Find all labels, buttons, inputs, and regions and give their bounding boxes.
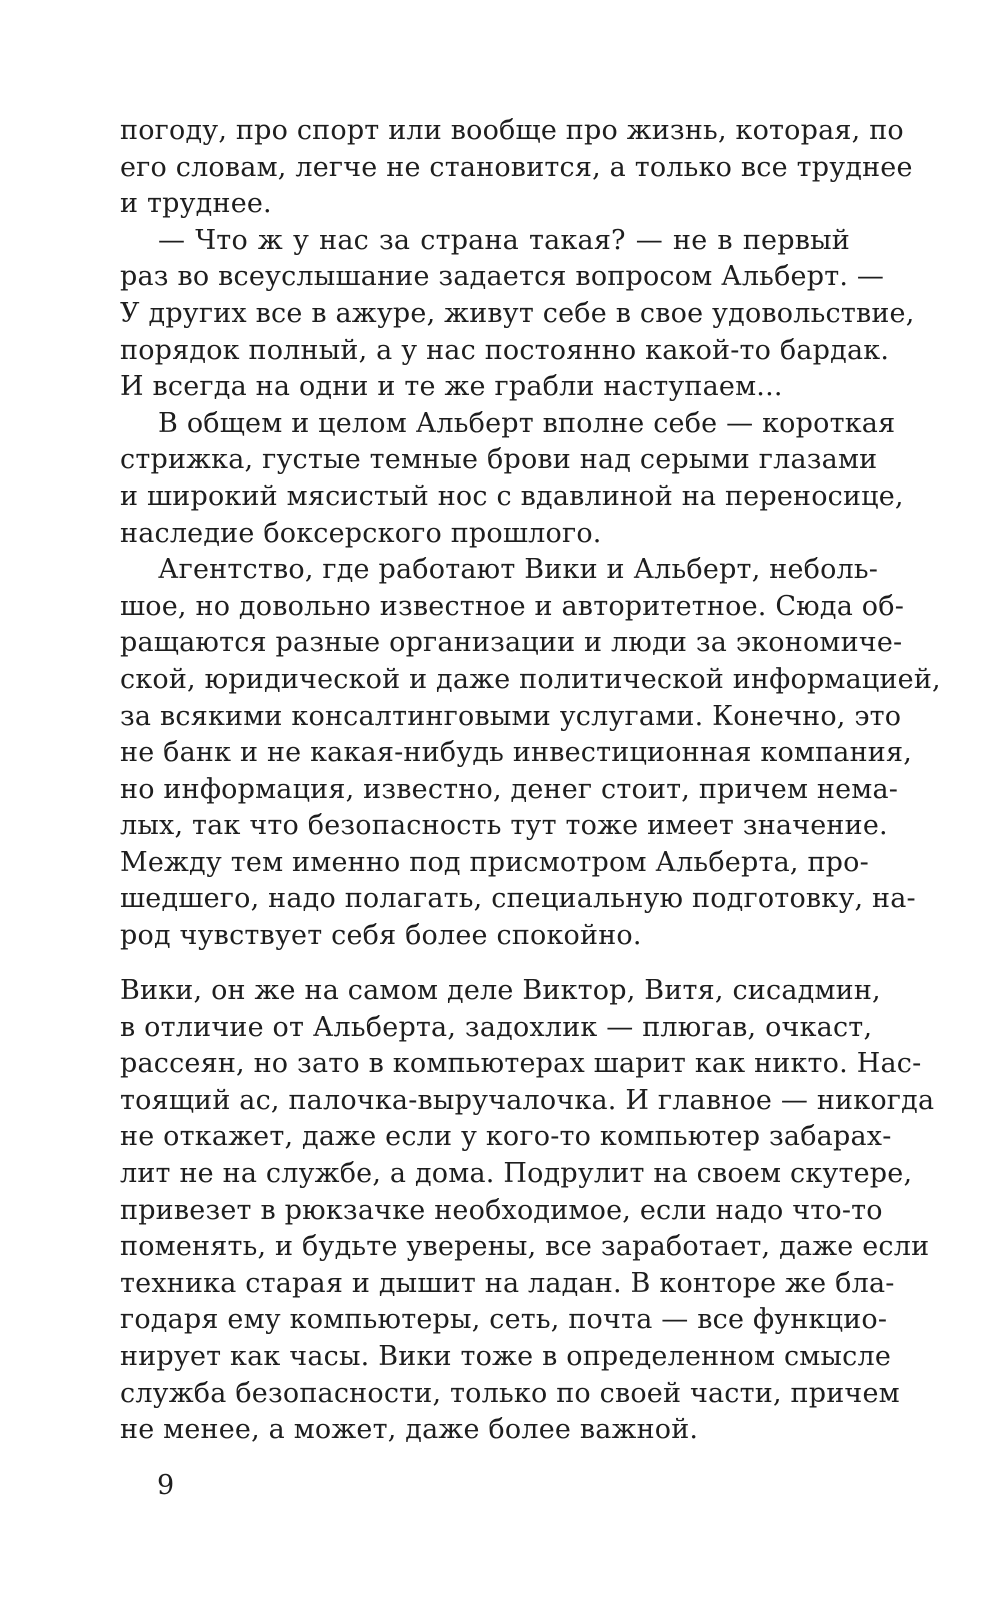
text-line: ращаются разные организации и люди за экономиче-: [120, 627, 903, 659]
text-line: годаря ему компьютеры, сеть, почта — все функцио-: [120, 1304, 888, 1336]
text-line: У других все в ажуре, живут себе в свое удовольствие,: [120, 297, 915, 329]
text-line: тоящий ас, палочка-выручалочка. И главное — никогда: [120, 1084, 935, 1116]
text-line: шое, но довольно известное и авторитетное. Сюда об-: [120, 590, 905, 622]
text-line: не менее, а может, даже более важной.: [120, 1414, 699, 1446]
text-line: за всякими консалтинговыми услугами. Конечно, это: [120, 700, 902, 732]
text-line: лых, так что безопасность тут тоже имеет значение.: [120, 810, 888, 842]
text-line: И всегда на одни и те же грабли наступаем...: [120, 371, 783, 403]
text-line: Вики, он же на самом деле Виктор, Витя, сисадмин,: [120, 975, 881, 1006]
text-line: погоду, про спорт или вообще про жизнь, которая, по: [120, 115, 904, 146]
text-line: но информация, известно, денег стоит, причем нема-: [120, 773, 899, 805]
text-line: Агентство, где работают Вики и Альберт, неболь-: [158, 554, 879, 586]
text-section-2: [120, 973, 935, 1449]
text-line: нирует как часы. Вики тоже в определенном смысле: [120, 1340, 892, 1372]
text-line: раз во всеуслышание задается вопросом Альберт. —: [120, 261, 885, 293]
text-line: поменять, и будьте уверены, все заработает, даже если: [120, 1231, 930, 1263]
text-line: в отличие от Альберта, задохлик — плюгав, очкаст,: [120, 1011, 873, 1043]
text-section-1: [120, 113, 941, 955]
text-line: — Что ж у нас за страна такая? — не в первый: [158, 224, 850, 256]
text-line: не откажет, даже если у кого-то компьютер забарах-: [120, 1121, 892, 1153]
text-line: ской, юридической и даже политической информацией,: [120, 663, 941, 695]
text-line: и широкий мясистый нос с вдавлиной на переносице,: [120, 480, 904, 512]
text-line: рассеян, но зато в компьютерах шарит как никто. Нас-: [120, 1048, 922, 1080]
text-line: и труднее.: [120, 188, 272, 220]
text-line: наследие боксерского прошлого.: [120, 517, 602, 549]
text-line: техника старая и дышит на ладан. В конторе же бла-: [120, 1267, 895, 1299]
text-line: порядок полный, а у нас постоянно какой-то бардак.: [120, 334, 890, 366]
text-line: род чувствует себя более спокойно.: [120, 920, 642, 952]
text-line: привезет в рюкзачке необходимое, если надо что-то: [120, 1194, 883, 1226]
text-line: Между тем именно под присмотром Альберта, про-: [120, 846, 869, 878]
text-line: стрижка, густые темные брови над серыми глазами: [120, 444, 878, 476]
text-line: шедшего, надо полагать, специальную подготовку, на-: [120, 883, 916, 915]
text-line: не банк и не какая-нибудь инвестиционная компания,: [120, 737, 913, 769]
text-line: служба безопасности, только по своей части, причем: [120, 1377, 900, 1409]
page-number: 9: [157, 1470, 175, 1501]
text-line: лит не на службе, а дома. Подрулит на своем скутере,: [120, 1157, 913, 1189]
text-line: В общем и целом Альберт вполне себе — короткая: [158, 407, 896, 439]
text-line: его словам, легче не становится, а только все труднее: [120, 151, 913, 183]
